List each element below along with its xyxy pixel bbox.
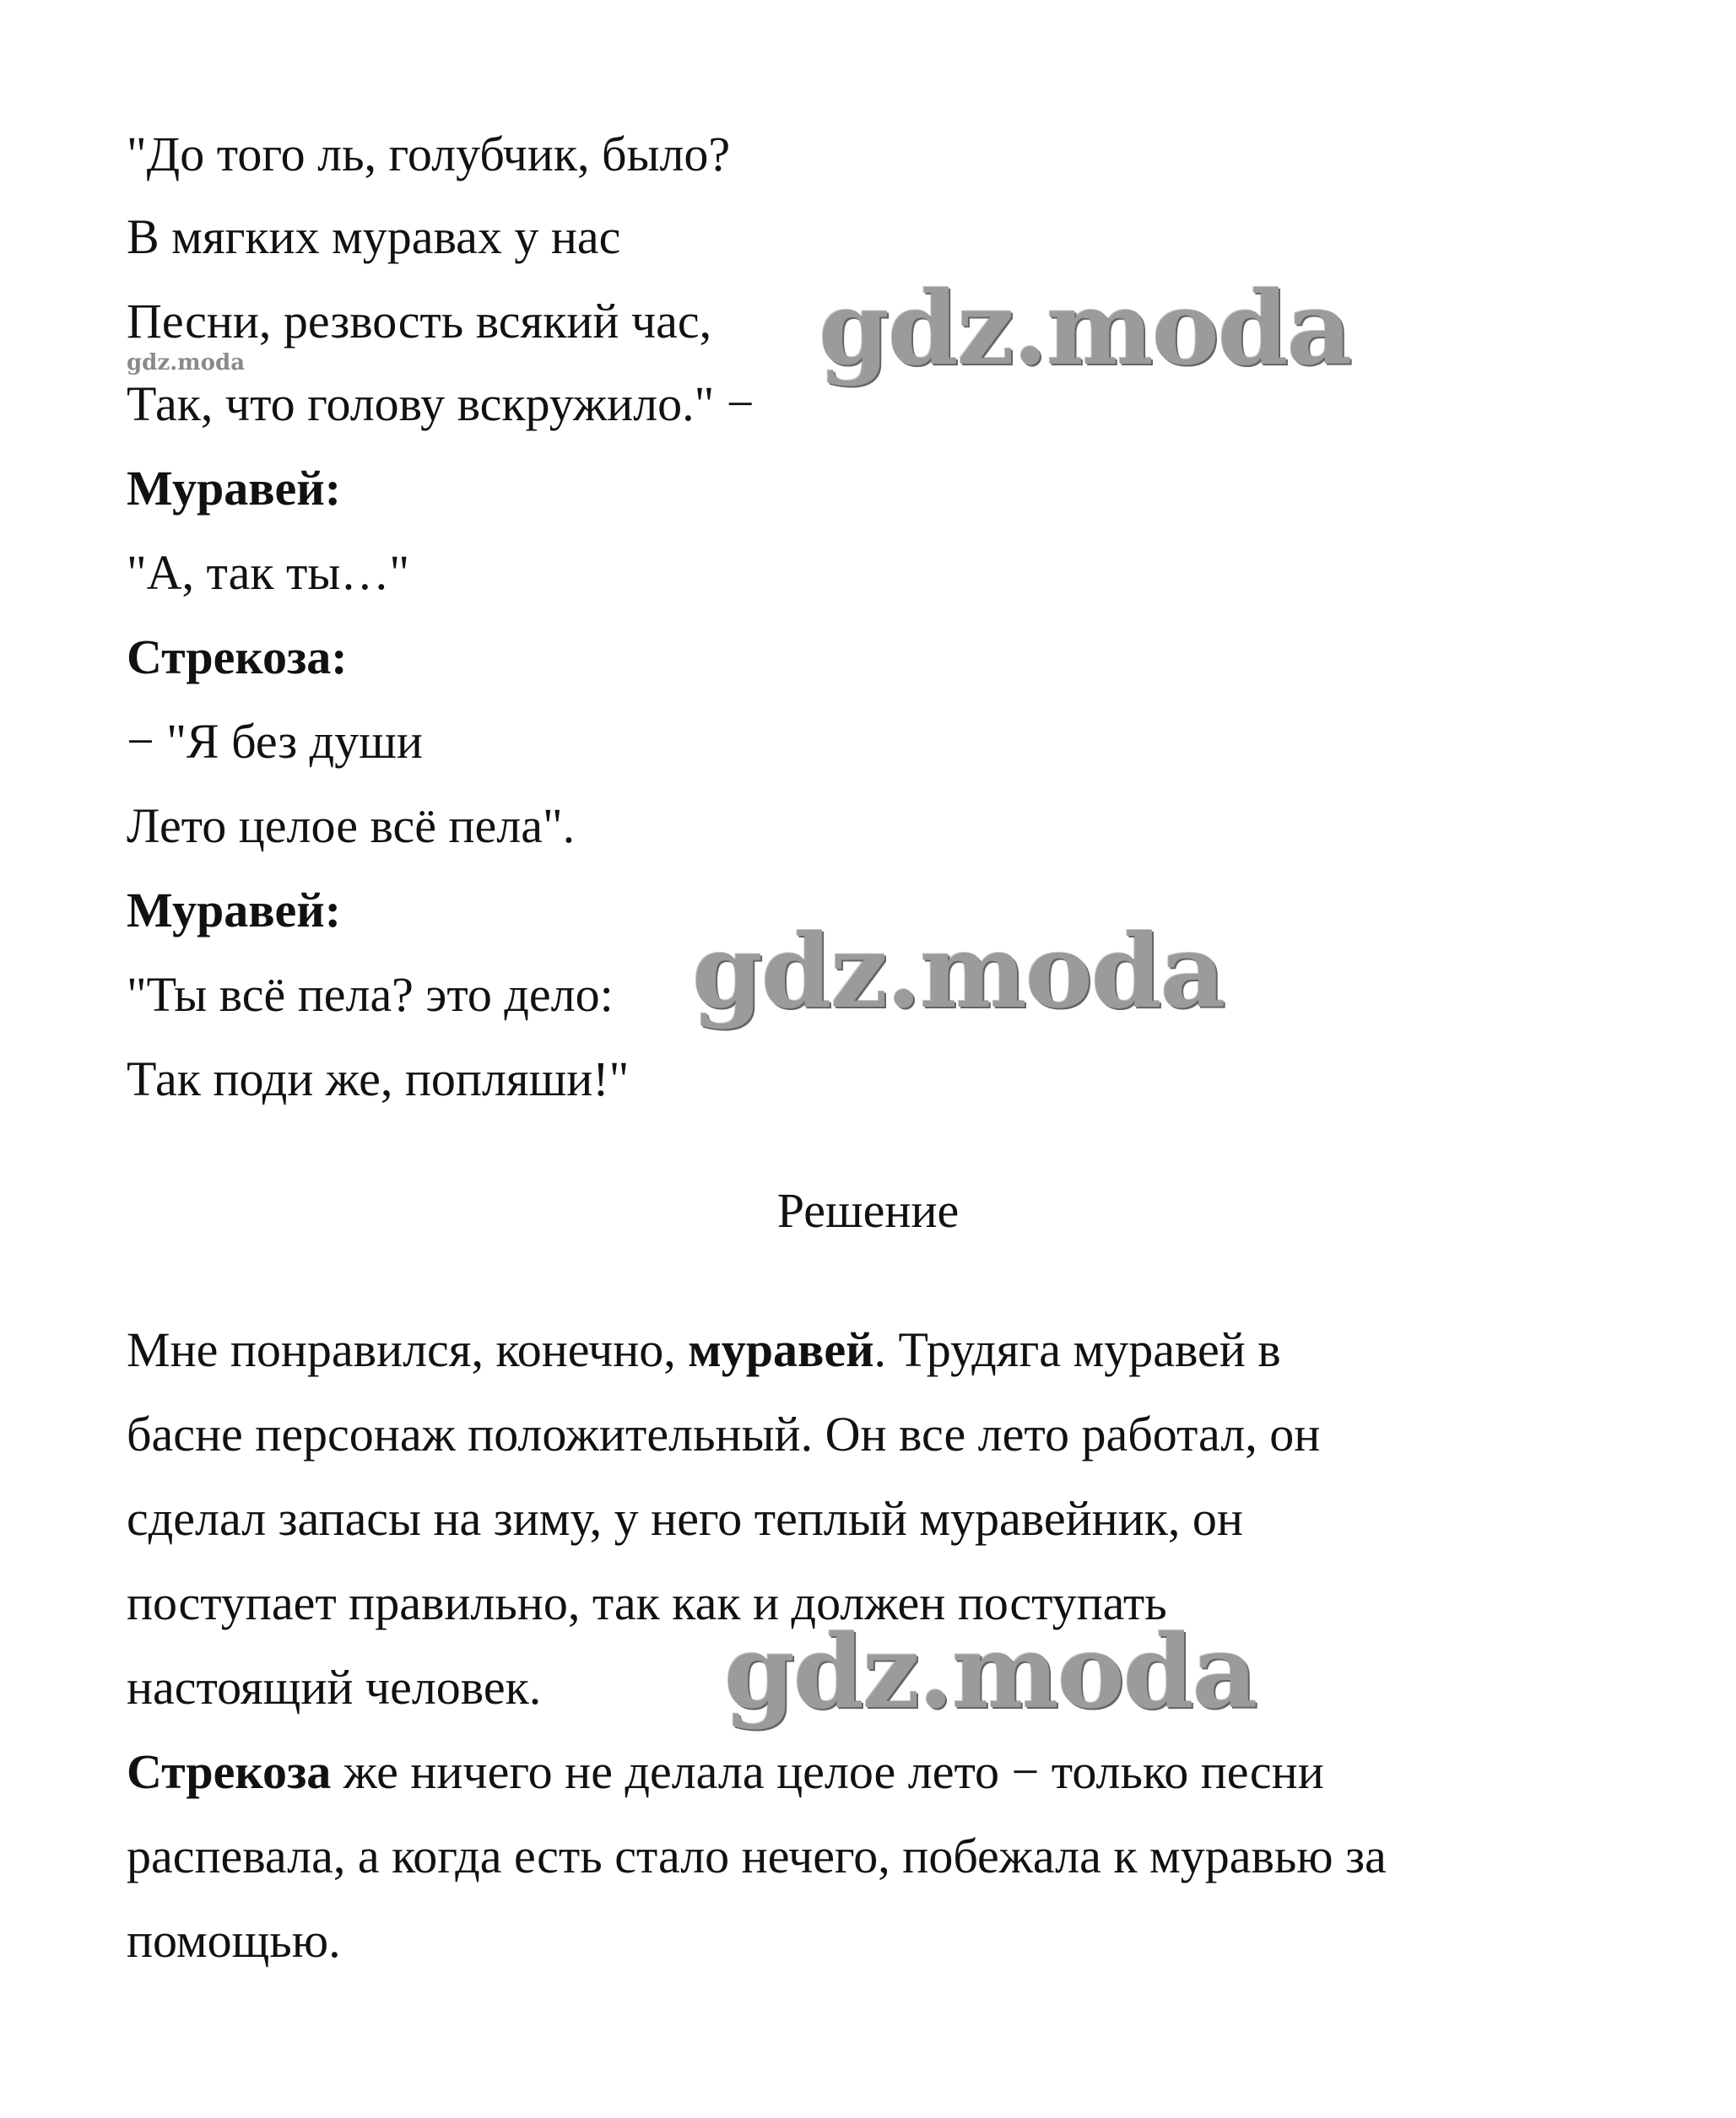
verse-line: "Ты всё пела? это дело: (127, 967, 614, 1022)
solution-bold-term: Стрекоза (127, 1744, 332, 1799)
solution-line: помощью. (127, 1913, 341, 1968)
speaker-label: Муравей: (127, 883, 342, 937)
solution-line (127, 1742, 1324, 1802)
speaker-label: Стрекоза: (127, 629, 348, 684)
watermark-logo: gdz.moda (819, 269, 1351, 388)
solution-line: сделал запасы на зиму, у него теплый муравейник, он (127, 1491, 1243, 1546)
solution-line (127, 1321, 1281, 1380)
solution-line: поступает правильно, так как и должен поступать (127, 1575, 1167, 1630)
solution-line: настоящий человек. (127, 1660, 542, 1715)
verse-line: − "Я без души (127, 714, 423, 769)
watermark-logo: gdz.moda (724, 1613, 1257, 1732)
solution-bold-term: муравей (688, 1322, 874, 1377)
solution-line: распевала, а когда есть стало нечего, побежала к муравью за (127, 1829, 1387, 1883)
solution-line: басне персонаж положительный. Он все лето работал, он (127, 1407, 1321, 1462)
verse-line: В мягких муравах у нас (127, 209, 621, 264)
watermark-logo: gdz.moda (692, 912, 1225, 1031)
solution-text: . Трудяга муравей в (873, 1322, 1281, 1377)
watermark-logo-small: gdz.moda (127, 350, 246, 376)
verse-line: Лето целое всё пела". (127, 798, 576, 853)
solution-text: же ничего не делала целое лето − только песни (331, 1744, 1324, 1799)
verse-line: Так поди же, попляши!" (127, 1051, 630, 1106)
verse-line: Песни, резвость всякий час, (127, 294, 712, 348)
solution-text: Мне понравился, конечно, (127, 1322, 689, 1377)
verse-line: "А, так ты…" (127, 545, 410, 600)
verse-line: "До того ль, голубчик, было? (127, 127, 731, 181)
verse-line: Так, что голову вскружило." − (127, 376, 754, 431)
speaker-label: Муравей: (127, 461, 342, 516)
solution-heading: Решение (776, 1183, 960, 1238)
